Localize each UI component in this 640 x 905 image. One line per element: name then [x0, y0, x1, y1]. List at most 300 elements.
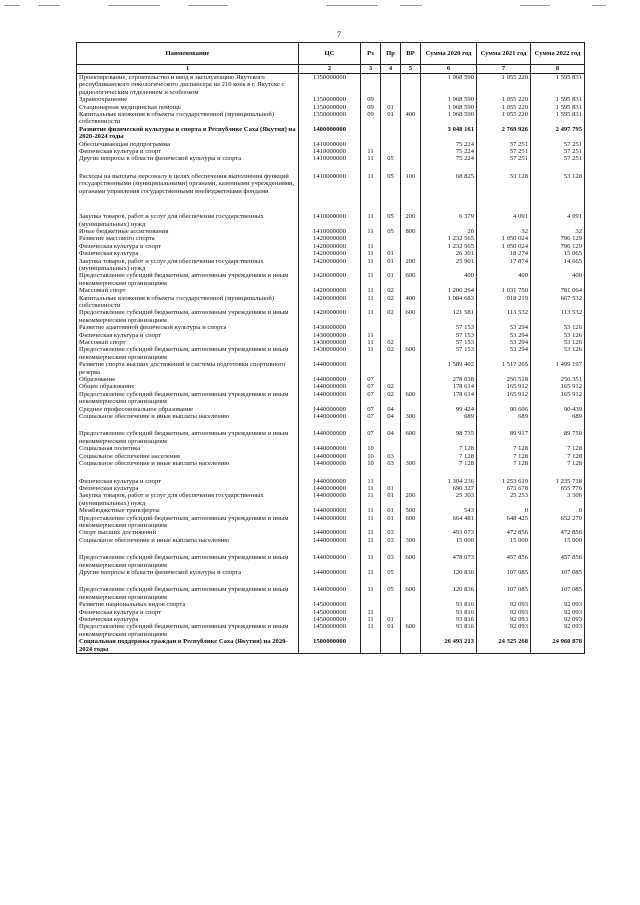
- row-vr: [401, 96, 421, 103]
- row-sum-2021: 689: [477, 413, 531, 420]
- row-pr: [381, 376, 401, 383]
- row-sum-2020: 178 614: [421, 391, 477, 406]
- row-sum-2021: 53 294: [477, 332, 531, 339]
- row-rz: [361, 324, 381, 331]
- row-pr: [381, 609, 401, 616]
- row-name: Образование: [77, 376, 299, 383]
- row-name: Другие вопросы в области физической культуры и спорта: [77, 155, 299, 162]
- row-rz: 11: [361, 529, 381, 536]
- row-sum-2022: 14 665: [531, 258, 585, 273]
- row-cs: 1440000000: [299, 460, 361, 467]
- row-rz: [361, 601, 381, 608]
- row-sum-2021: 1 517 265: [477, 361, 531, 376]
- row-pr: [381, 361, 401, 376]
- table-row: [77, 485, 585, 492]
- row-rz: 11: [361, 544, 381, 569]
- row-sum-2020: 1 968 590: [421, 96, 477, 103]
- row-sum-2022: 652 270: [531, 515, 585, 530]
- row-pr: 02: [381, 295, 401, 310]
- row-sum-2022: 53 126: [531, 339, 585, 346]
- row-cs: 1400000000: [299, 126, 361, 141]
- row-sum-2022: 113 532: [531, 309, 585, 324]
- row-rz: 09: [361, 104, 381, 111]
- row-sum-2022: 400: [531, 272, 585, 287]
- row-rz: 11: [361, 616, 381, 623]
- row-vr: 300: [401, 460, 421, 467]
- row-sum-2021: 92 093: [477, 601, 531, 608]
- row-vr: 600: [401, 309, 421, 324]
- row-sum-2020: 57 153: [421, 339, 477, 346]
- row-cs: 1420000000: [299, 309, 361, 324]
- row-sum-2021: 53 294: [477, 324, 531, 331]
- row-rz: [361, 126, 381, 141]
- row-rz: 11: [361, 576, 381, 601]
- row-sum-2020: 93 816: [421, 601, 477, 608]
- table-row: [77, 324, 585, 331]
- row-vr: 600: [401, 272, 421, 287]
- row-vr: [401, 485, 421, 492]
- table-row: [77, 339, 585, 346]
- row-pr: 01: [381, 623, 401, 638]
- row-rz: [361, 361, 381, 376]
- column-index: 7: [477, 65, 531, 74]
- row-vr: 600: [401, 544, 421, 569]
- row-vr: 500: [401, 507, 421, 514]
- row-name: Обеспечивающая подпрограмма: [77, 141, 299, 148]
- scan-top-marks: [0, 0, 640, 14]
- row-pr: [381, 148, 401, 155]
- row-rz: 11: [361, 287, 381, 294]
- row-pr: 05: [381, 195, 401, 228]
- row-sum-2020: 400: [421, 272, 477, 287]
- row-pr: 01: [381, 492, 401, 507]
- row-cs: 1450000000: [299, 601, 361, 608]
- row-sum-2020: 25 901: [421, 258, 477, 273]
- table-row: [77, 529, 585, 536]
- row-sum-2022: 2 497 795: [531, 126, 585, 141]
- row-sum-2021: 472 856: [477, 529, 531, 536]
- table-row: [77, 361, 585, 376]
- row-name: Среднее профессиональное образование: [77, 406, 299, 413]
- row-sum-2022: 781 064: [531, 287, 585, 294]
- row-cs: 1430000000: [299, 346, 361, 361]
- row-vr: 400: [401, 111, 421, 126]
- column-index: 4: [381, 65, 401, 74]
- row-name: Массовый спорт: [77, 287, 299, 294]
- row-sum-2020: 57 153: [421, 346, 477, 361]
- row-sum-2020: 1 232 565: [421, 243, 477, 250]
- row-cs: 1440000000: [299, 391, 361, 406]
- row-vr: 200: [401, 258, 421, 273]
- column-header-pr: Пр: [381, 43, 401, 65]
- row-pr: 02: [381, 339, 401, 346]
- row-sum-2020: 57 153: [421, 324, 477, 331]
- row-sum-2021: 165 912: [477, 383, 531, 390]
- row-sum-2021: 107 085: [477, 576, 531, 601]
- row-sum-2021: 1 050 024: [477, 235, 531, 242]
- row-cs: 1430000000: [299, 339, 361, 346]
- row-vr: [401, 287, 421, 294]
- table-row: [77, 420, 585, 445]
- row-sum-2022: 689: [531, 413, 585, 420]
- row-name: Физическая культура и спорт: [77, 468, 299, 485]
- row-cs: 1440000000: [299, 445, 361, 452]
- row-sum-2020: 26 301: [421, 250, 477, 257]
- row-rz: 07: [361, 420, 381, 445]
- row-sum-2021: 53 294: [477, 339, 531, 346]
- row-name: Развитие физической культуры и спорта в Республике Саха (Якутия) на 2020-2024 годы: [77, 126, 299, 141]
- row-name: Развитие адаптивной физической культуры и спорта: [77, 324, 299, 331]
- row-pr: 02: [381, 309, 401, 324]
- column-index: 1: [77, 65, 299, 74]
- row-rz: [361, 74, 381, 97]
- row-name: Предоставление субсидий бюджетным, автономным учреждениям и иным некоммерческим организациям: [77, 515, 299, 530]
- row-sum-2020: 278 038: [421, 376, 477, 383]
- row-cs: 1350000000: [299, 96, 361, 103]
- row-vr: [401, 126, 421, 141]
- row-sum-2021: 0: [477, 507, 531, 514]
- table-row: [77, 391, 585, 406]
- row-name: Другие вопросы в области физической культуры и спорта: [77, 569, 299, 576]
- row-rz: 11: [361, 485, 381, 492]
- row-rz: 11: [361, 258, 381, 273]
- row-pr: 05: [381, 569, 401, 576]
- row-pr: 05: [381, 163, 401, 195]
- row-pr: 01: [381, 515, 401, 530]
- row-sum-2022: 32: [531, 228, 585, 235]
- row-sum-2020: 7 128: [421, 453, 477, 460]
- row-sum-2020: 478 073: [421, 544, 477, 569]
- table-row: [77, 515, 585, 530]
- row-vr: [401, 155, 421, 162]
- row-name: Физическая культура и спорт: [77, 243, 299, 250]
- row-sum-2022: 655 776: [531, 485, 585, 492]
- table-row: [77, 537, 585, 544]
- row-pr: 02: [381, 346, 401, 361]
- row-sum-2020: 57 153: [421, 332, 477, 339]
- row-sum-2021: 7 128: [477, 460, 531, 467]
- row-cs: 1410000000: [299, 195, 361, 228]
- table-row: [77, 295, 585, 310]
- row-sum-2022: 4 091: [531, 195, 585, 228]
- row-sum-2022: 457 856: [531, 544, 585, 569]
- row-cs: 1410000000: [299, 155, 361, 162]
- row-vr: [401, 74, 421, 97]
- row-sum-2022: 165 912: [531, 383, 585, 390]
- row-sum-2022: 7 128: [531, 445, 585, 452]
- row-vr: 600: [401, 391, 421, 406]
- row-sum-2022: 1 499 197: [531, 361, 585, 376]
- row-sum-2020: 20: [421, 228, 477, 235]
- row-sum-2020: 1 232 565: [421, 235, 477, 242]
- row-cs: 1420000000: [299, 250, 361, 257]
- row-rz: 11: [361, 309, 381, 324]
- row-vr: [401, 638, 421, 653]
- row-pr: 03: [381, 537, 401, 544]
- row-sum-2020: 6 379: [421, 195, 477, 228]
- row-sum-2020: 99 424: [421, 406, 477, 413]
- row-sum-2021: 92 093: [477, 609, 531, 616]
- row-pr: [381, 96, 401, 103]
- row-pr: [381, 638, 401, 653]
- row-name: Физическая культура: [77, 616, 299, 623]
- row-rz: 11: [361, 243, 381, 250]
- row-pr: 02: [381, 383, 401, 390]
- row-sum-2022: 7 128: [531, 460, 585, 467]
- table-row: [77, 383, 585, 390]
- row-sum-2021: 400: [477, 272, 531, 287]
- column-header-cs: ЦС: [299, 43, 361, 65]
- row-vr: 600: [401, 420, 421, 445]
- row-vr: [401, 453, 421, 460]
- row-pr: 04: [381, 420, 401, 445]
- row-sum-2021: 53 128: [477, 163, 531, 195]
- row-name: Предоставление субсидий бюджетным, автономным учреждениям и иным некоммерческим организациям: [77, 391, 299, 406]
- column-header-2021: Сумма 2021 год: [477, 43, 531, 65]
- table-row: [77, 111, 585, 126]
- row-name: Иные бюджетные ассигнования: [77, 228, 299, 235]
- row-sum-2021: 17 874: [477, 258, 531, 273]
- row-sum-2022: 53 126: [531, 332, 585, 339]
- row-sum-2021: 1 055 220: [477, 104, 531, 111]
- row-sum-2022: 53 128: [531, 163, 585, 195]
- table-row: [77, 507, 585, 514]
- row-sum-2022: 92 093: [531, 601, 585, 608]
- row-name: Физическая культура: [77, 485, 299, 492]
- row-sum-2020: 15 000: [421, 537, 477, 544]
- row-name: Предоставление субсидий бюджетным, автономным учреждениям и иным некоммерческим организациям: [77, 623, 299, 638]
- row-vr: [401, 609, 421, 616]
- row-sum-2021: 92 093: [477, 623, 531, 638]
- table-row: [77, 569, 585, 576]
- row-vr: 400: [401, 295, 421, 310]
- budget-table: [76, 42, 585, 654]
- row-sum-2022: 57 251: [531, 141, 585, 148]
- column-index: 3: [361, 65, 381, 74]
- row-pr: [381, 243, 401, 250]
- row-name: Расходы на выплаты персоналу в целях обеспечения выполнения функций государственными (муниципальными) органами, казенными учреждениями, органами управления государственными внебюджетными фондами: [77, 163, 299, 195]
- row-pr: [381, 601, 401, 608]
- table-row: [77, 445, 585, 452]
- row-vr: 600: [401, 515, 421, 530]
- row-rz: 11: [361, 609, 381, 616]
- row-vr: [401, 376, 421, 383]
- row-cs: 1430000000: [299, 324, 361, 331]
- row-rz: 11: [361, 250, 381, 257]
- row-sum-2020: 1 304 236: [421, 468, 477, 485]
- table-row: [77, 576, 585, 601]
- row-cs: 1420000000: [299, 243, 361, 250]
- row-pr: 03: [381, 544, 401, 569]
- row-vr: [401, 383, 421, 390]
- page-number: 7: [337, 30, 341, 39]
- row-sum-2021: 457 856: [477, 544, 531, 569]
- row-rz: 11: [361, 623, 381, 638]
- row-sum-2021: 165 912: [477, 391, 531, 406]
- row-pr: [381, 74, 401, 97]
- row-sum-2022: 1 595 831: [531, 96, 585, 103]
- row-cs: 1450000000: [299, 623, 361, 638]
- table-row: [77, 332, 585, 339]
- row-rz: 11: [361, 155, 381, 162]
- row-pr: 01: [381, 485, 401, 492]
- row-sum-2020: 121 581: [421, 309, 477, 324]
- row-vr: [401, 243, 421, 250]
- row-pr: 01: [381, 250, 401, 257]
- row-sum-2021: 918 219: [477, 295, 531, 310]
- row-rz: 10: [361, 460, 381, 467]
- row-sum-2021: 1 055 220: [477, 74, 531, 97]
- row-pr: [381, 235, 401, 242]
- row-sum-2021: 1 253 619: [477, 468, 531, 485]
- row-sum-2022: 1 595 831: [531, 111, 585, 126]
- row-sum-2022: 57 251: [531, 155, 585, 162]
- row-name: Социальное обеспечение и иные выплаты населению: [77, 537, 299, 544]
- table-row: [77, 96, 585, 103]
- row-cs: 1500000000: [299, 638, 361, 653]
- row-name: Развитие массового спорта: [77, 235, 299, 242]
- row-rz: 11: [361, 228, 381, 235]
- row-sum-2022: 24 960 878: [531, 638, 585, 653]
- row-rz: 07: [361, 376, 381, 383]
- table-row: [77, 250, 585, 257]
- row-sum-2021: 92 093: [477, 616, 531, 623]
- row-vr: [401, 141, 421, 148]
- row-sum-2020: 1 589 402: [421, 361, 477, 376]
- row-cs: 1350000000: [299, 74, 361, 97]
- row-sum-2021: 89 917: [477, 420, 531, 445]
- row-sum-2021: 673 678: [477, 485, 531, 492]
- row-pr: 03: [381, 460, 401, 467]
- row-pr: 03: [381, 453, 401, 460]
- table-row: [77, 74, 585, 97]
- row-sum-2021: 18 274: [477, 250, 531, 257]
- row-sum-2022: 1 595 831: [531, 74, 585, 97]
- row-cs: 1350000000: [299, 104, 361, 111]
- row-rz: 11: [361, 163, 381, 195]
- column-header-vr: ВР: [401, 43, 421, 65]
- row-sum-2022: 7 128: [531, 453, 585, 460]
- table-row: [77, 272, 585, 287]
- row-cs: 1440000000: [299, 361, 361, 376]
- row-cs: 1440000000: [299, 507, 361, 514]
- row-rz: 11: [361, 332, 381, 339]
- row-cs: 1430000000: [299, 332, 361, 339]
- row-name: Закупка товаров, работ и услуг для обеспечения государственных (муниципальных) нужд: [77, 195, 299, 228]
- row-name: Спорт высших достижений: [77, 529, 299, 536]
- row-sum-2022: 53 126: [531, 346, 585, 361]
- row-vr: 300: [401, 537, 421, 544]
- row-rz: 11: [361, 537, 381, 544]
- row-sum-2022: 667 532: [531, 295, 585, 310]
- row-cs: 1450000000: [299, 609, 361, 616]
- row-sum-2022: 1 595 831: [531, 104, 585, 111]
- row-pr: 01: [381, 111, 401, 126]
- row-cs: 1440000000: [299, 569, 361, 576]
- row-sum-2021: 107 085: [477, 569, 531, 576]
- row-pr: [381, 141, 401, 148]
- row-sum-2020: 543: [421, 507, 477, 514]
- row-sum-2020: 3 048 161: [421, 126, 477, 141]
- row-rz: 11: [361, 515, 381, 530]
- row-sum-2021: 57 251: [477, 141, 531, 148]
- row-sum-2021: 7 128: [477, 445, 531, 452]
- row-rz: [361, 141, 381, 148]
- row-sum-2021: 57 251: [477, 155, 531, 162]
- row-sum-2021: 256 518: [477, 376, 531, 383]
- row-vr: 200: [401, 492, 421, 507]
- row-vr: [401, 332, 421, 339]
- row-sum-2020: 120 836: [421, 576, 477, 601]
- row-cs: 1440000000: [299, 406, 361, 413]
- table-row: [77, 141, 585, 148]
- row-rz: 11: [361, 339, 381, 346]
- column-index: 2: [299, 65, 361, 74]
- row-sum-2021: 90 606: [477, 406, 531, 413]
- row-vr: 600: [401, 623, 421, 638]
- row-sum-2022: 15 000: [531, 537, 585, 544]
- row-sum-2022: 3 506: [531, 492, 585, 507]
- row-vr: 600: [401, 576, 421, 601]
- table-row: [77, 601, 585, 608]
- row-cs: 1440000000: [299, 537, 361, 544]
- row-name: Закупка товаров, работ и услуг для обеспечения государственных (муниципальных) нужд: [77, 492, 299, 507]
- table-row: [77, 492, 585, 507]
- row-sum-2020: 7 128: [421, 460, 477, 467]
- row-pr: 01: [381, 104, 401, 111]
- row-pr: 04: [381, 413, 401, 420]
- row-name: Массовый спорт: [77, 339, 299, 346]
- row-vr: 300: [401, 413, 421, 420]
- row-cs: 1440000000: [299, 544, 361, 569]
- row-cs: 1440000000: [299, 383, 361, 390]
- row-pr: [381, 324, 401, 331]
- row-pr: 01: [381, 507, 401, 514]
- row-sum-2020: 178 614: [421, 383, 477, 390]
- row-name: Капитальные вложения в объекты государственной (муниципальной) собственности: [77, 111, 299, 126]
- row-sum-2021: 1 050 024: [477, 243, 531, 250]
- row-cs: 1410000000: [299, 228, 361, 235]
- row-sum-2022: 92 093: [531, 616, 585, 623]
- row-sum-2020: 1 206 264: [421, 287, 477, 294]
- row-pr: 05: [381, 155, 401, 162]
- row-sum-2021: 53 294: [477, 346, 531, 361]
- row-name: Развитие национальных видов спорта: [77, 601, 299, 608]
- row-name: Предоставление субсидий бюджетным, автономным учреждениям и иным некоммерческим организациям: [77, 576, 299, 601]
- table-row: [77, 638, 585, 653]
- row-sum-2022: 1 235 718: [531, 468, 585, 485]
- row-rz: 07: [361, 413, 381, 420]
- table-row: [77, 346, 585, 361]
- row-sum-2021: 648 425: [477, 515, 531, 530]
- row-sum-2020: 1 084 683: [421, 295, 477, 310]
- row-pr: [381, 332, 401, 339]
- row-sum-2021: 7 128: [477, 453, 531, 460]
- table-row: [77, 413, 585, 420]
- row-sum-2022: 90 439: [531, 406, 585, 413]
- row-sum-2020: 93 816: [421, 616, 477, 623]
- row-rz: 07: [361, 391, 381, 406]
- row-name: Закупка товаров, работ и услуг для обеспечения государственных (муниципальных) нужд: [77, 258, 299, 273]
- row-sum-2022: 0: [531, 507, 585, 514]
- row-vr: [401, 529, 421, 536]
- row-rz: 10: [361, 453, 381, 460]
- row-sum-2021: 57 251: [477, 148, 531, 155]
- row-rz: 11: [361, 346, 381, 361]
- row-name: Капитальные вложения в объекты государственной (муниципальной) собственности: [77, 295, 299, 310]
- row-sum-2020: 1 968 590: [421, 104, 477, 111]
- row-name: Здравоохранение: [77, 96, 299, 103]
